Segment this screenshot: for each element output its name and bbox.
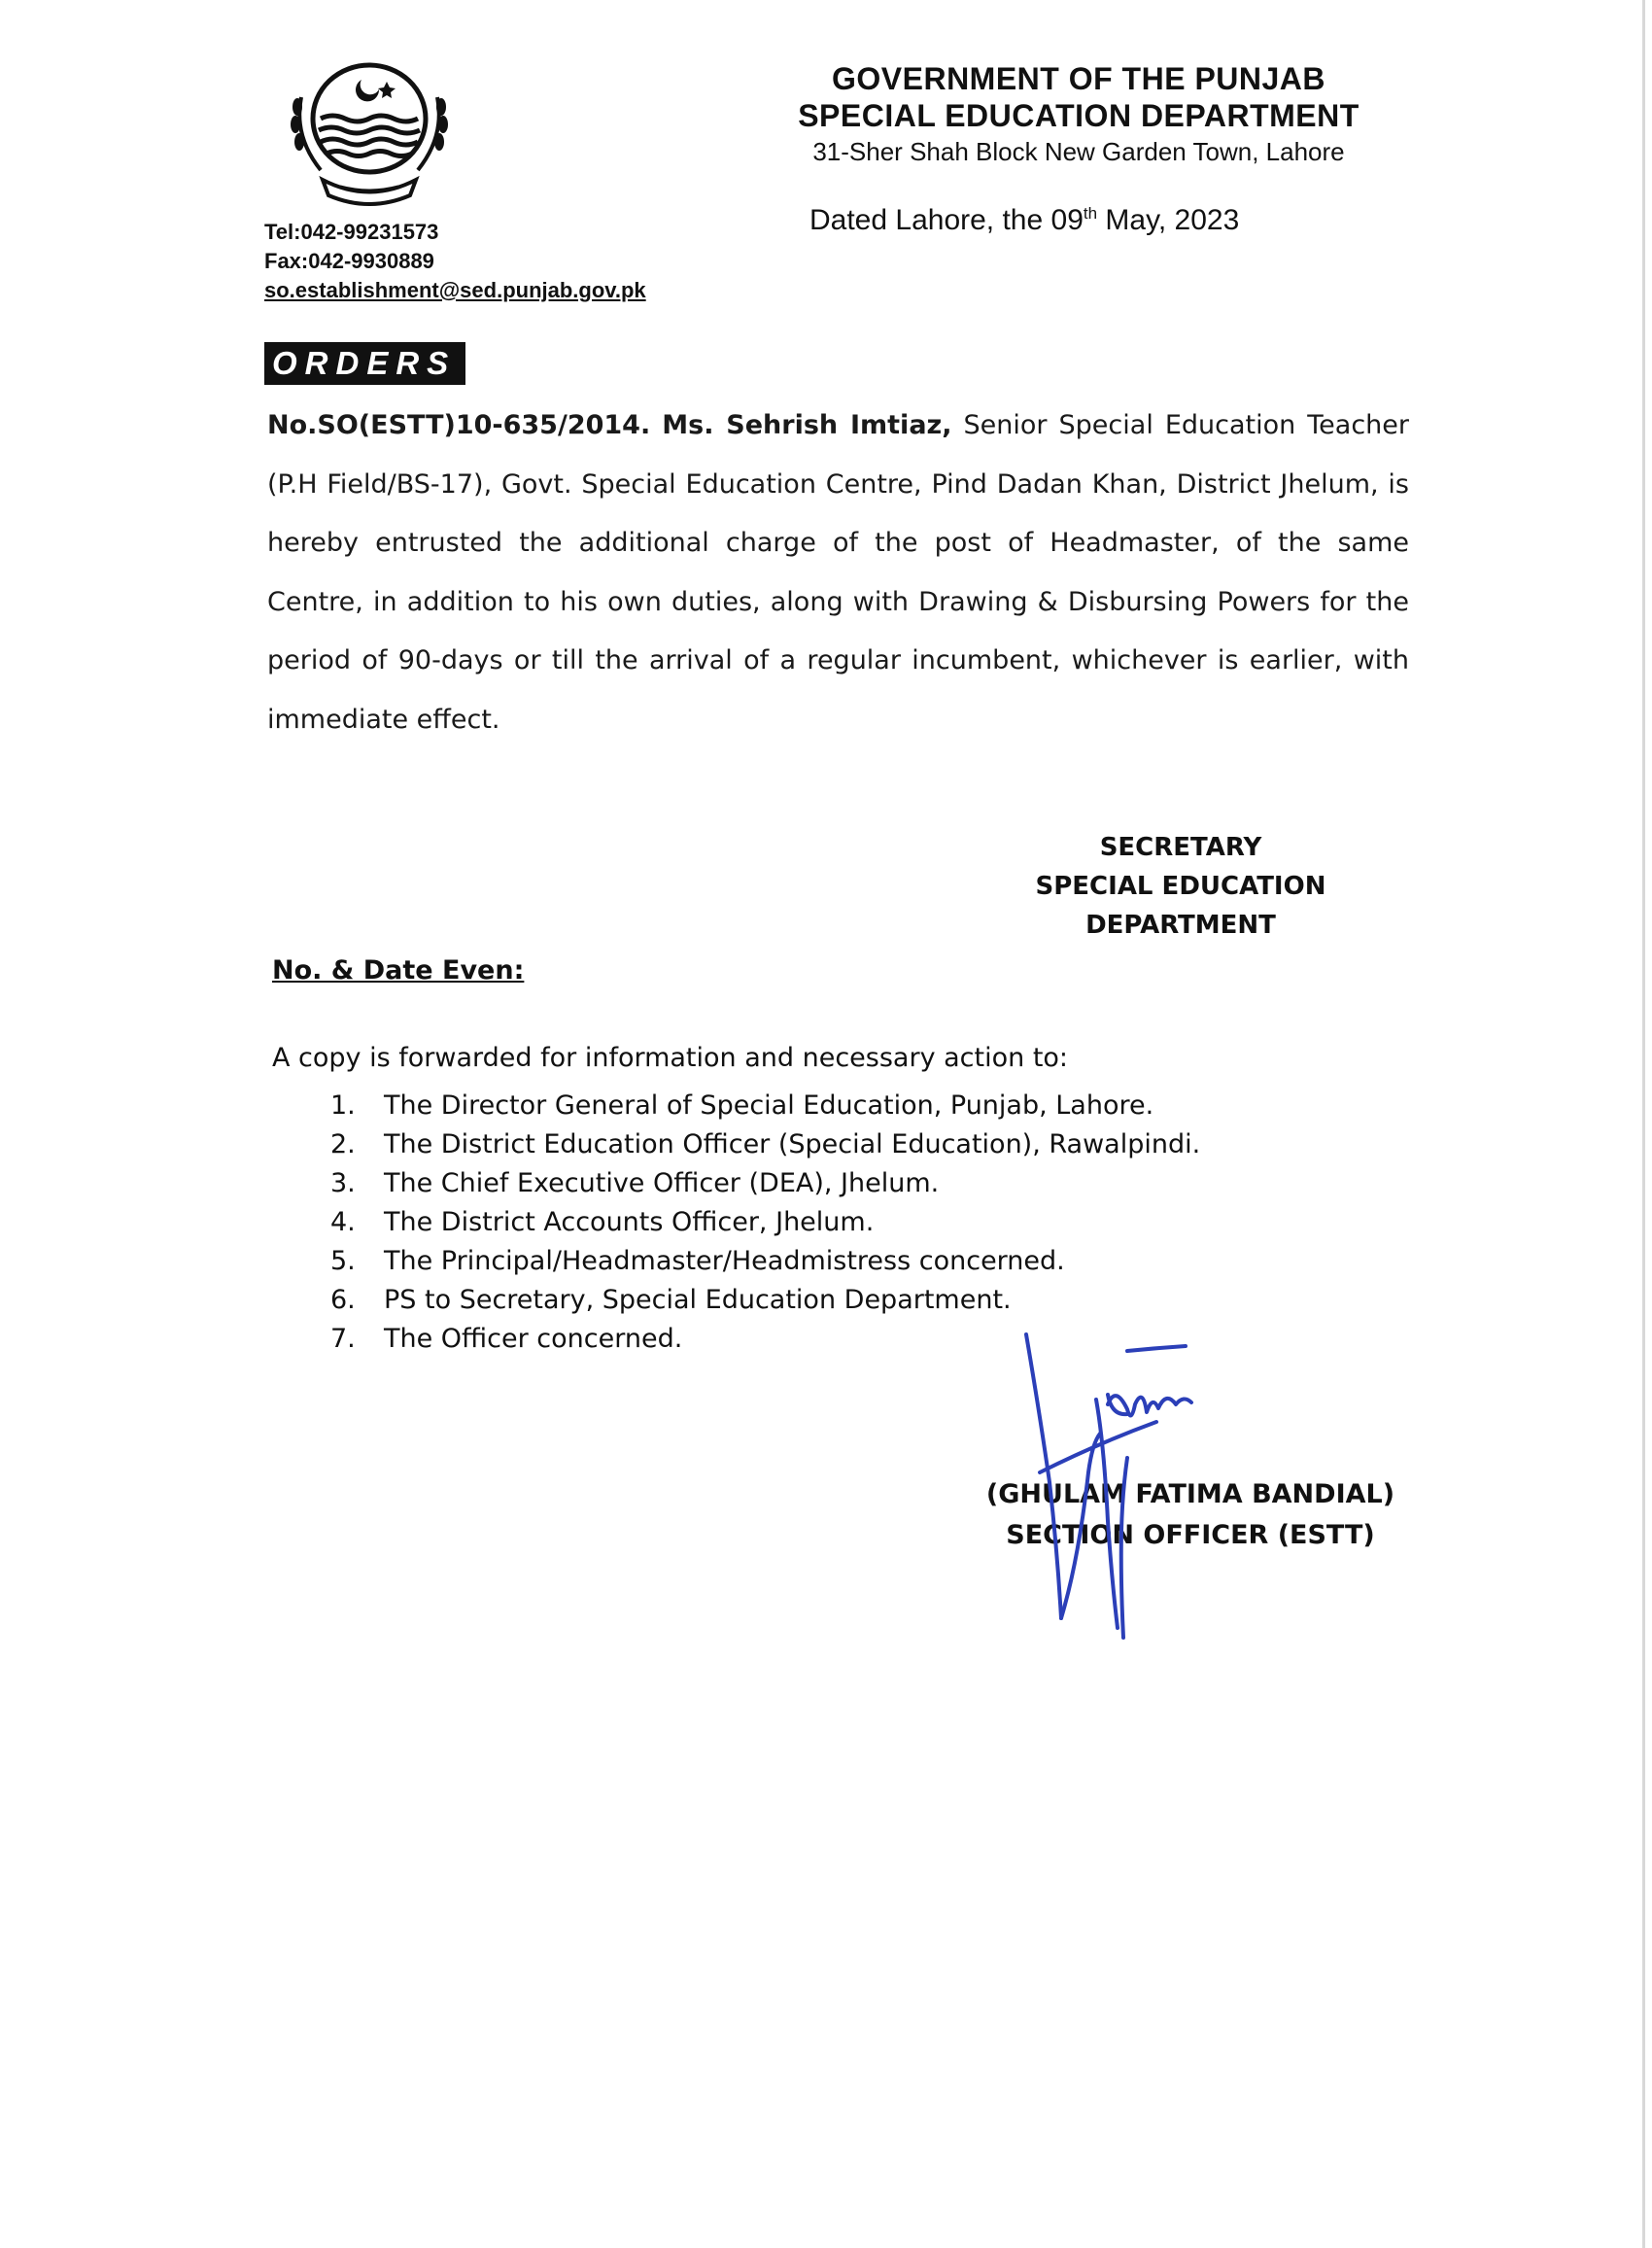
punjab-government-logo (272, 58, 466, 224)
telephone: Tel:042-99231573 (264, 220, 439, 244)
date-ordinal: th (1083, 204, 1098, 223)
list-item: 7. The Officer concerned. (330, 1324, 683, 1354)
date-rest: May, 2023 (1097, 204, 1240, 236)
department-address: 31-Sher Shah Block New Garden Town, Lahore (812, 137, 1345, 166)
secretary-line-2: SPECIAL EDUCATION (1035, 872, 1326, 901)
date-line (809, 204, 1239, 237)
secretary-block (1030, 828, 1331, 945)
email-link[interactable]: so.establishment@sed.punjab.gov.pk (264, 278, 646, 302)
officer-name: (GHULAM FATIMA BANDIAL) (985, 1479, 1395, 1509)
order-person: Ms. Sehrish Imtiaz, (662, 410, 952, 440)
officer-designation: SECTION OFFICER (ESTT) (1006, 1520, 1375, 1550)
contact-block (264, 218, 646, 305)
list-item: 3. The Chief Executive Officer (DEA), Jhelum. (330, 1168, 940, 1198)
department-name: SPECIAL EDUCATION DEPARTMENT (798, 98, 1359, 133)
orders-heading: ORDERS (264, 342, 465, 385)
list-item: 5. The Principal/Headmaster/Headmistress concerned. (330, 1246, 1065, 1276)
page-edge (1642, 0, 1645, 2248)
order-body (267, 397, 1409, 749)
government-title: GOVERNMENT OF THE PUNJAB (831, 61, 1326, 96)
date-prefix: Dated Lahore, the 09 (809, 204, 1084, 236)
list-item: 2. The District Education Officer (Special Education), Rawalpindi. (330, 1129, 1201, 1159)
order-number: No.SO(ESTT)10-635/2014. (267, 410, 651, 440)
fax: Fax:042-9930889 (264, 249, 434, 273)
list-item: 6. PS to Secretary, Special Education Department. (330, 1285, 1012, 1315)
even-heading: No. & Date Even: (272, 955, 525, 986)
list-item: 1. The Director General of Special Education, Punjab, Lahore. (330, 1090, 1154, 1121)
list-item: 4. The District Accounts Officer, Jhelum. (330, 1207, 875, 1237)
order-text: Senior Special Education Teacher (P.H Field/BS-17), Govt. Special Education Centre, Pind Dadan Khan, District Jhelum, is hereby entrusted the additional charge of the post of Headmaster, of the same Centre, in addition to his own duties, along with Drawing & Disbursing Powers for the period of 90-days or till the arrival of a regular incumbent, whichever is earlier, with immediate effect. (267, 410, 1410, 735)
handwritten-signature (1011, 1327, 1244, 1647)
copy-list (330, 1087, 1200, 1359)
secretary-line-3: DEPARTMENT (1085, 911, 1276, 940)
forward-text: A copy is forwarded for information and necessary action to: (272, 1043, 1069, 1073)
secretary-line-1: SECRETARY (1099, 833, 1262, 862)
letterhead (768, 60, 1390, 169)
